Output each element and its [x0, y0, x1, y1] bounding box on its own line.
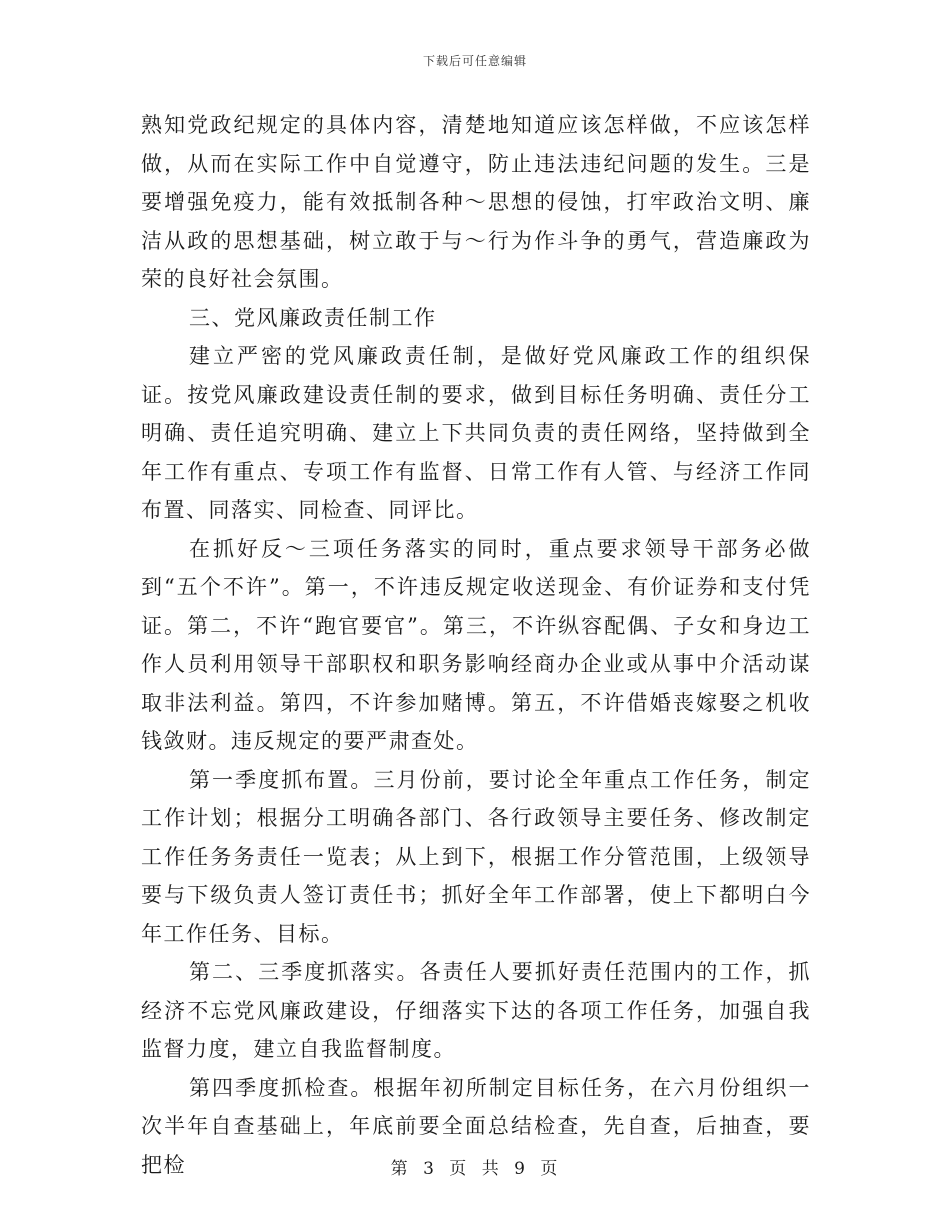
- paragraph-5: 第一季度抓布置。三月份前，要讨论全年重点工作任务，制定工作计划；根据分工明确各部门、各行政领导主要任务、修改制定工作任务务责任一览表；从上到下，根据工作分管范围，上级领导要与下级负责人签订责任书；抓好全年工作部署，使上下都明白今年工作任务、目标。: [141, 767, 811, 946]
- page-number: 第 3 页 共 9 页: [390, 1159, 560, 1179]
- paragraph-1: 熟知党政纪规定的具体内容，清楚地知道应该怎样做，不应该怎样做，从而在实际工作中自觉遵守，防止违法违纪问题的发生。三是要增强免疫力，能有效抵制各种～思想的侵蚀，打牢政治文明、廉洁从政的思想基础，树立敢于与～行为作斗争的勇气，营造廉政为荣的良好社会氛围。: [141, 113, 811, 291]
- paragraph-3: 建立严密的党风廉政责任制，是做好党风廉政工作的组织保证。按党风廉政建设责任制的要求，做到目标任务明确、责任分工明确、责任追究明确、建立上下共同负责的责任网络，坚持做到全年工作有重点、专项工作有监督、日常工作有人管、与经济工作同布置、同落实、同检查、同评比。: [141, 344, 811, 522]
- header-note: 下载后可任意编辑: [422, 54, 527, 68]
- paragraph-7: 第四季度抓检查。根据年初所制定目标任务，在六月份组织一次半年自查基础上，年底前要全面总结检查，先自查，后抽查，要把检: [141, 1075, 811, 1177]
- paragraph-4: 在抓好反～三项任务落实的同时，重点要求领导干部务必做到“五个不许”。第一，不许违反规定收送现金、有价证券和支付凭证。第二，不许“跑官要官”。第三，不许纵容配偶、子女和身边工作人员利用领导干部职权和职务影响经商办企业或从事中介活动谋取非法利益。第四，不许参加赌博。第五，不许借婚丧嫁娶之机收钱敛财。违反规定的要严肃查处。: [141, 536, 811, 753]
- document-body: [141, 106, 811, 1184]
- paragraph-6: 第二、三季度抓落实。各责任人要抓好责任范围内的工作，抓经济不忘党风廉政建设，仔细落实下达的各项工作任务，加强自我监督力度，建立自我监督制度。: [141, 960, 811, 1061]
- section-heading: 三、党风廉政责任制工作: [189, 305, 437, 330]
